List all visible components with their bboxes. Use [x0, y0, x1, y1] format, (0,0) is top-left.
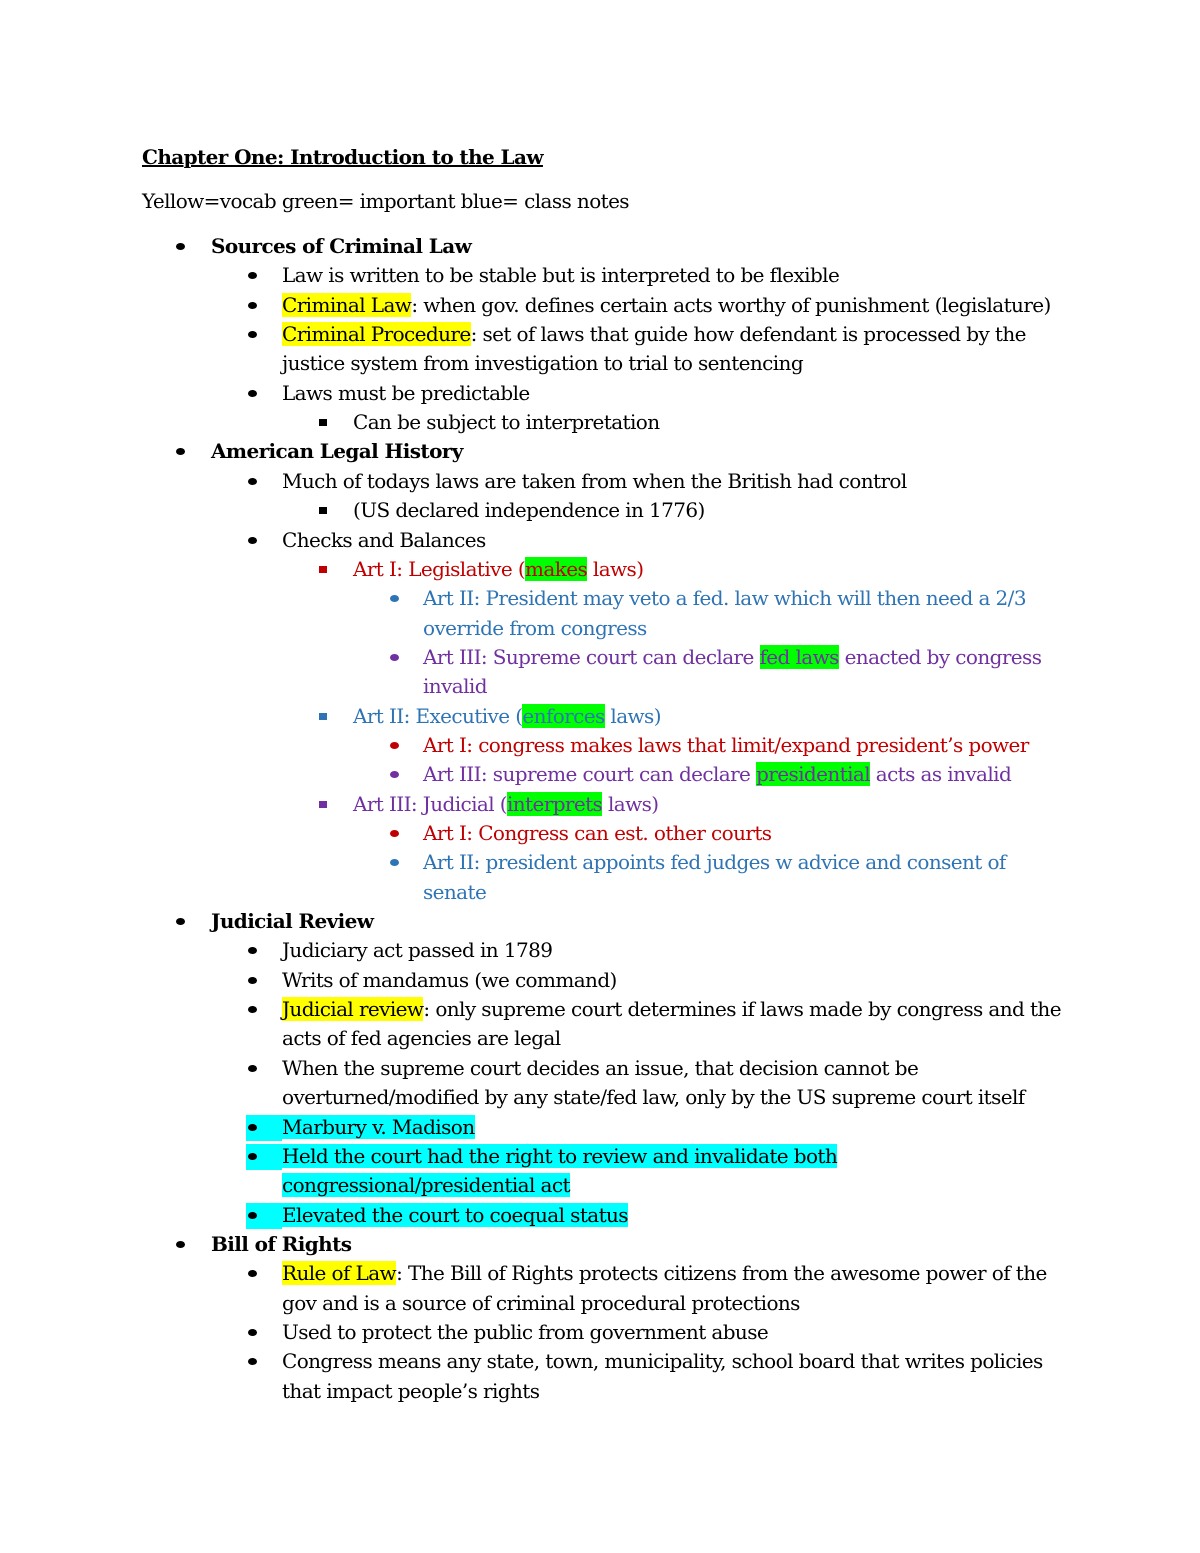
page-title: Chapter One: Introduction to the Law — [142, 145, 543, 169]
round-bullet-icon — [176, 243, 185, 250]
round-bullet-icon — [248, 331, 257, 338]
round-bullet-icon — [248, 947, 257, 954]
square-bullet-icon — [319, 713, 327, 720]
highlighted-term: Criminal Law — [282, 292, 412, 317]
square-bullet-icon — [319, 419, 327, 426]
line-text: laws) — [587, 556, 644, 581]
line-text: Can be subject to interpretation — [353, 410, 660, 435]
line-text: Congress means any state, town, municipality, school board that writes policies — [282, 1349, 1043, 1374]
line-text: Art III: supreme court can declare — [423, 762, 757, 787]
outline-item-level-2 — [282, 468, 907, 494]
outline-item-level-2 — [282, 1143, 837, 1169]
line-text: Law is written to be stable but is interpreted to be flexible — [282, 263, 840, 288]
outline-item-level-3 — [353, 409, 660, 435]
round-bullet-icon — [248, 1358, 257, 1365]
line-text: Art II: president appoints fed judges w advice and consent of — [423, 850, 1006, 875]
highlighted-term: Criminal Procedure — [282, 322, 471, 347]
line-text: that impact people’s rights — [282, 1378, 540, 1403]
line-text: Writs of mandamus (we command) — [282, 967, 617, 992]
round-bullet-icon — [248, 390, 257, 397]
line-text: Sources of Criminal Law — [211, 234, 472, 258]
outline-item-level-2 — [282, 1348, 1043, 1374]
outline-item-level-2 — [282, 527, 486, 553]
outline-item-level-4 — [423, 820, 771, 846]
outline-item-level-2 — [282, 1202, 628, 1228]
line-text: acts as invalid — [870, 762, 1012, 787]
line-text: enacted by congress — [838, 644, 1042, 669]
line-text: American Legal History — [211, 439, 463, 464]
line-text: justice system from investigation to trial to sentencing — [282, 351, 804, 376]
outline-item-level-4 — [423, 761, 1011, 787]
outline-item-level-2 — [282, 262, 839, 288]
outline-line-continuation — [282, 1084, 1025, 1110]
round-bullet-icon — [248, 1153, 257, 1160]
line-text: Used to protect the public from government abuse — [282, 1319, 769, 1344]
outline-line-continuation — [282, 1025, 561, 1051]
line-text: Art I: Congress can est. other courts — [423, 821, 772, 845]
outline-item-level-3 — [353, 703, 661, 729]
outline-item-level-2 — [282, 1114, 475, 1140]
highlighted-term: Held the court had the right to review and invalidate both — [282, 1143, 838, 1168]
outline-line-continuation — [423, 615, 647, 641]
highlighted-term: Elevated the court to coequal status — [282, 1202, 628, 1227]
round-bullet-icon — [248, 1212, 257, 1219]
outline-item-level-4 — [423, 732, 1029, 758]
outline-line-continuation — [282, 1172, 570, 1198]
round-bullet-icon — [390, 742, 399, 749]
line-text: laws) — [604, 703, 661, 728]
outline-line-continuation — [423, 673, 487, 699]
outline-item-level-3 — [353, 791, 658, 817]
line-text: Art I: congress makes laws that limit/expand president’s power — [423, 732, 1029, 757]
line-text: (US declared independence in 1776) — [353, 498, 705, 523]
highlight-legend: Yellow=vocab green= important blue= class notes — [142, 189, 629, 213]
line-text: Art III: Judicial ( — [353, 791, 507, 816]
line-text: override from congress — [423, 615, 647, 640]
highlighted-term: congressional/presidential act — [282, 1173, 570, 1198]
outline-item-level-1 — [211, 438, 463, 464]
round-bullet-icon — [248, 1270, 257, 1277]
line-text: Art III: Supreme court can declare — [423, 644, 760, 669]
line-text: laws) — [602, 791, 659, 816]
round-bullet-icon — [248, 537, 257, 544]
outline-item-level-2 — [282, 1055, 918, 1081]
round-bullet-icon — [248, 478, 257, 485]
outline-item-level-2 — [282, 380, 530, 406]
highlighted-term: fed laws — [759, 644, 839, 669]
outline-item-level-2 — [282, 937, 552, 963]
line-text: Art II: President may veto a fed. law which will then need a 2/3 — [423, 586, 1026, 611]
line-text: : set of laws that guide how defendant is processed by the — [470, 322, 1026, 347]
round-bullet-icon — [248, 1124, 257, 1131]
round-bullet-icon — [248, 302, 257, 309]
outline-item-level-1 — [211, 233, 471, 259]
line-text: : only supreme court determines if laws made by congress and the — [423, 997, 1061, 1022]
round-bullet-icon — [390, 830, 399, 837]
line-text: overturned/modified by any state/fed law, only by the US supreme court itself — [282, 1085, 1025, 1110]
line-text: Much of todays laws are taken from when the British had control — [282, 468, 907, 493]
round-bullet-icon — [176, 1241, 185, 1248]
outline-item-level-3 — [353, 497, 705, 523]
line-text: acts of fed agencies are legal — [282, 1026, 561, 1051]
round-bullet-icon — [248, 1065, 257, 1072]
highlighted-term: Judicial review — [282, 997, 424, 1022]
round-bullet-icon — [248, 977, 257, 984]
round-bullet-icon — [248, 1329, 257, 1336]
square-bullet-icon — [319, 566, 327, 573]
round-bullet-icon — [248, 1006, 257, 1013]
outline-line-continuation — [282, 1290, 800, 1316]
line-text: Checks and Balances — [282, 527, 486, 552]
line-text: Judicial Review — [211, 909, 374, 934]
outline-item-level-4 — [423, 849, 1006, 875]
outline-item-level-4 — [423, 585, 1026, 611]
highlighted-term: interprets — [506, 791, 603, 816]
outline-item-level-2 — [282, 1260, 1047, 1286]
highlighted-term: enforces — [522, 703, 605, 728]
line-text: : The Bill of Rights protects citizens from the awesome power of the — [396, 1261, 1047, 1286]
outline-line-continuation — [282, 1378, 539, 1404]
highlighted-term: Marbury v. Madison — [282, 1114, 475, 1139]
round-bullet-icon — [248, 272, 257, 279]
line-text: Bill of Rights — [211, 1231, 352, 1256]
outline-item-level-4 — [423, 644, 1041, 670]
highlighted-term: presidential — [756, 762, 870, 787]
outline-line-continuation — [423, 879, 486, 905]
line-text: Art I: Legislative ( — [353, 556, 526, 581]
round-bullet-icon — [390, 654, 399, 661]
highlighted-term: Rule of Law — [282, 1261, 397, 1286]
line-text: senate — [423, 879, 487, 904]
round-bullet-icon — [176, 918, 185, 925]
outline-line-continuation — [282, 350, 803, 376]
line-text: invalid — [423, 674, 487, 699]
line-text: gov and is a source of criminal procedural protections — [282, 1290, 800, 1315]
round-bullet-icon — [176, 448, 185, 455]
outline-item-level-1 — [211, 1231, 351, 1257]
outline-item-level-2 — [282, 996, 1061, 1022]
line-text: Laws must be predictable — [282, 380, 530, 405]
round-bullet-icon — [390, 771, 399, 778]
outline-item-level-2 — [282, 967, 617, 993]
round-bullet-icon — [390, 859, 399, 866]
line-text: Art II: Executive ( — [353, 703, 523, 728]
line-text: Judiciary act passed in 1789 — [282, 938, 553, 963]
square-bullet-icon — [319, 801, 327, 808]
outline-item-level-3 — [353, 556, 643, 582]
line-text: When the supreme court decides an issue, that decision cannot be — [282, 1055, 919, 1080]
outline-item-level-2 — [282, 321, 1026, 347]
outline-item-level-2 — [282, 292, 1051, 318]
outline-item-level-2 — [282, 1319, 768, 1345]
highlighted-term: makes — [525, 556, 588, 581]
line-text: : when gov. defines certain acts worthy of punishment (legislature) — [411, 292, 1051, 317]
square-bullet-icon — [319, 507, 327, 514]
round-bullet-icon — [390, 595, 399, 602]
outline-item-level-1 — [211, 908, 373, 934]
